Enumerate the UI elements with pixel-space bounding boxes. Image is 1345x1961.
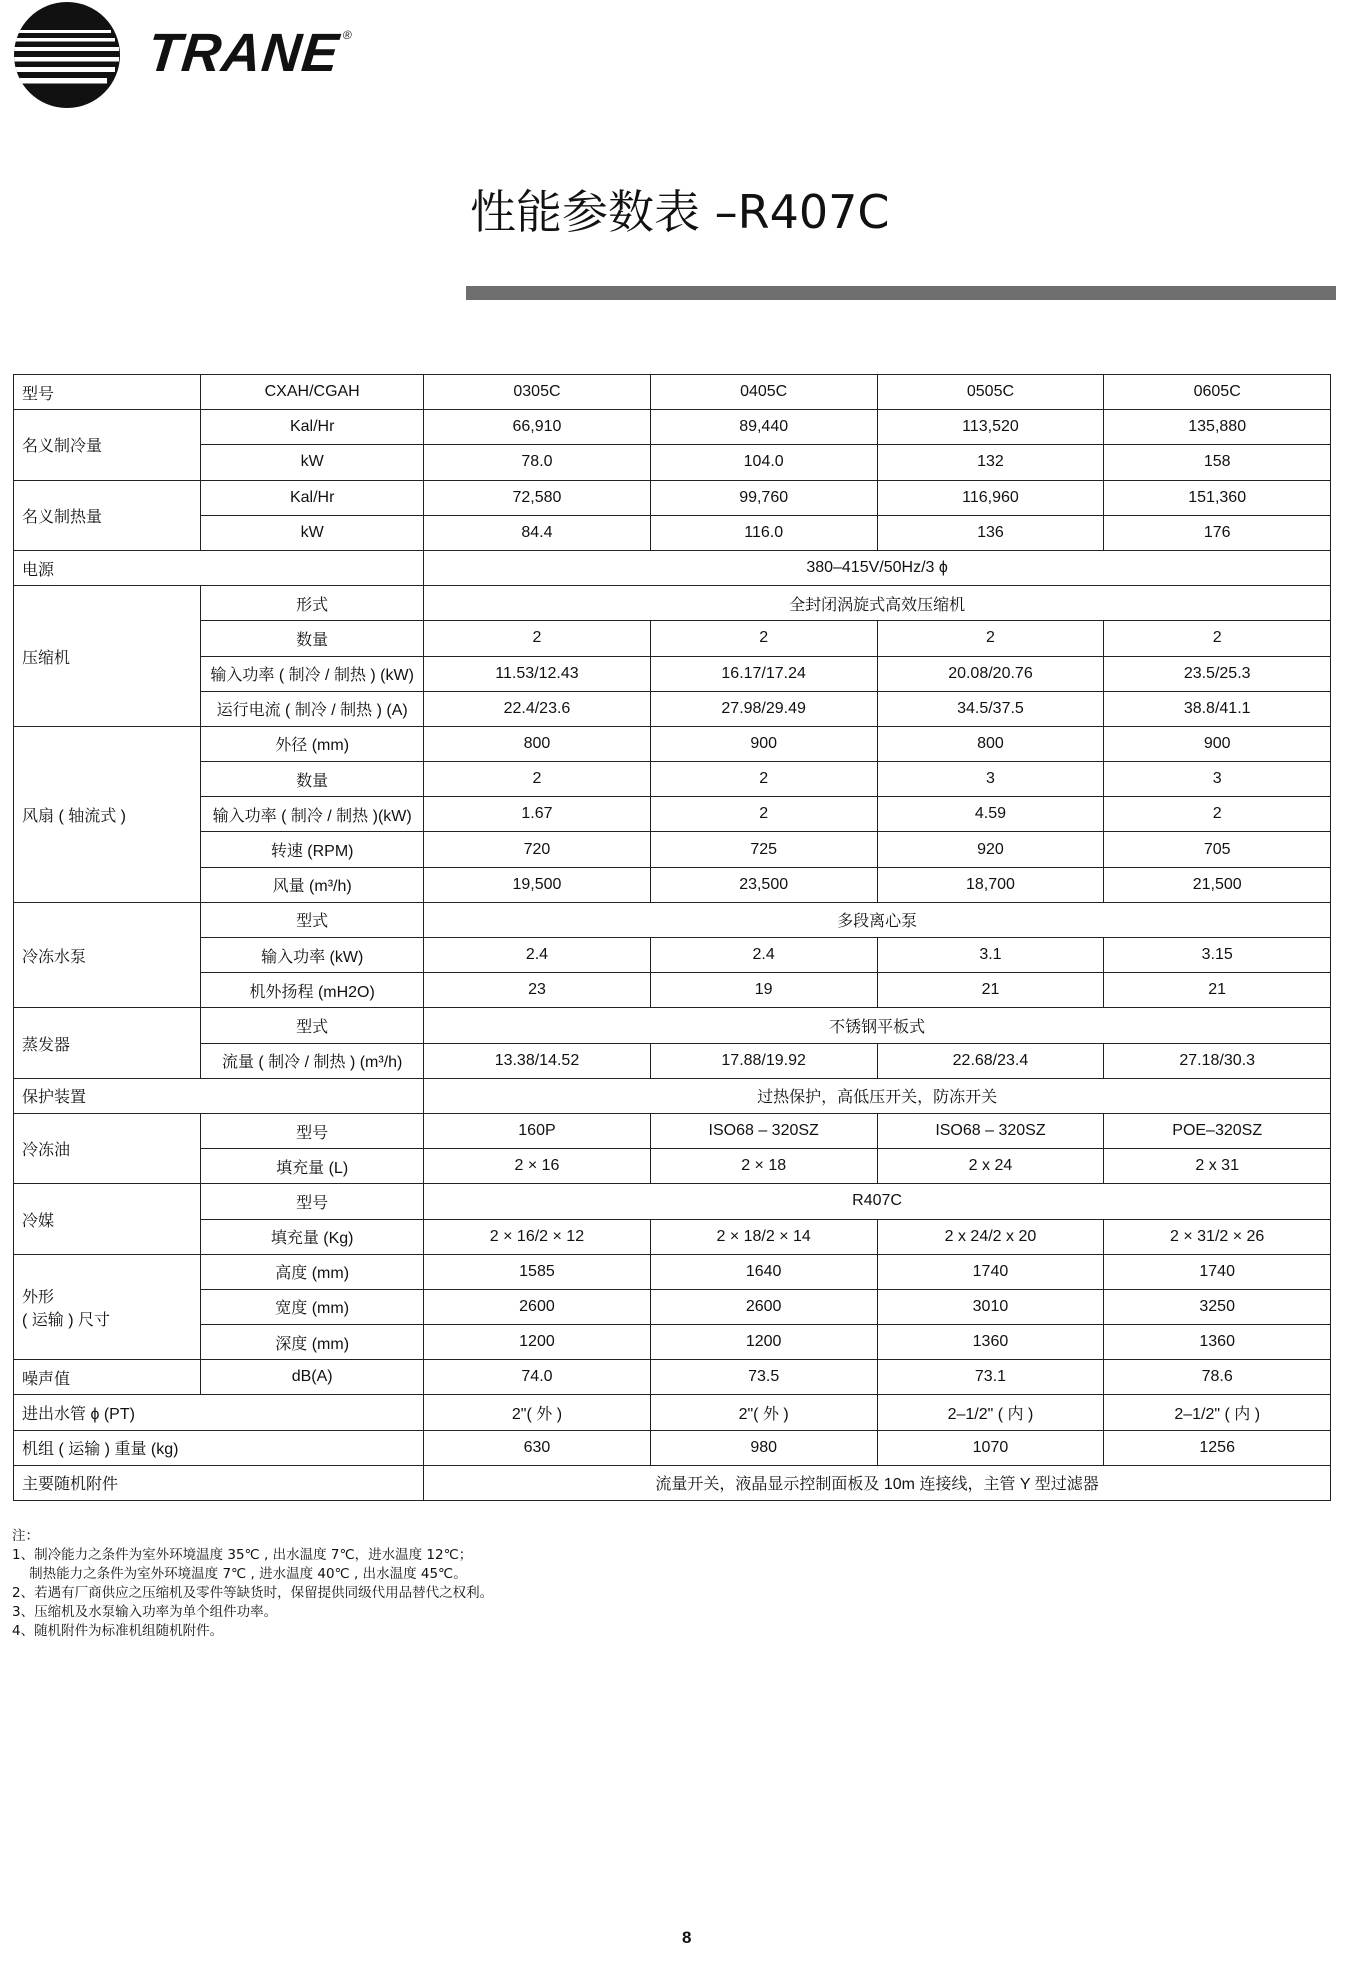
note-line: 制热能力之条件为室外环境温度 7℃ , 进水温度 40℃ , 出水温度 45℃。 — [12, 1566, 467, 1582]
row-label-line: 外形 — [22, 1288, 55, 1306]
cell: 2 x 24/2 x 20 — [877, 1219, 1104, 1254]
cell: 2 — [1104, 621, 1331, 656]
row-label: 电源 — [14, 550, 424, 585]
cell: 113,520 — [877, 410, 1104, 445]
cell: 1256 — [1104, 1430, 1331, 1465]
cell: 4.59 — [877, 797, 1104, 832]
table-row — [14, 656, 1331, 691]
cell: 160P — [424, 1113, 651, 1148]
note-line: 2、若遇有厂商供应之压缩机及零件等缺货时，保留提供同级代用品替代之权利。 — [12, 1585, 494, 1601]
table-row — [14, 867, 1331, 902]
table-row — [14, 1254, 1331, 1289]
sub-label: 高度 (mm) — [201, 1254, 424, 1289]
note-line: 4、随机附件为标准机组随机附件。 — [12, 1623, 224, 1639]
cell: 84.4 — [424, 515, 651, 550]
row-label: 噪声值 — [14, 1360, 201, 1395]
cell: 99,760 — [650, 480, 877, 515]
cell: ISO68 – 320SZ — [650, 1113, 877, 1148]
performance-spec-table — [13, 374, 1331, 1501]
cell: 2 — [650, 797, 877, 832]
cell: 1200 — [650, 1325, 877, 1360]
cell: POE–320SZ — [1104, 1113, 1331, 1148]
title-underline-bar — [466, 286, 1336, 300]
table-row — [14, 480, 1331, 515]
sub-label: 填充量 (L) — [201, 1149, 424, 1184]
cell: 2"( 外 ) — [424, 1395, 651, 1430]
cell: 2 — [424, 762, 651, 797]
model-header: 0405C — [650, 375, 877, 410]
cell: 2.4 — [424, 938, 651, 973]
row-label: 冷冻水泵 — [14, 902, 201, 1008]
cell: 3 — [877, 762, 1104, 797]
row-label: 蒸发器 — [14, 1008, 201, 1078]
cell: 23.5/25.3 — [1104, 656, 1331, 691]
cell-merged: 流量开关，液晶显示控制面板及 10m 连接线，主管 Y 型过滤器 — [424, 1465, 1331, 1500]
cell-merged: 380–415V/50Hz/3 ϕ — [424, 550, 1331, 585]
table-row — [14, 1360, 1331, 1395]
cell: 900 — [1104, 726, 1331, 761]
cell: 73.5 — [650, 1360, 877, 1395]
cell: 3250 — [1104, 1289, 1331, 1324]
row-label: 机组 ( 运输 ) 重量 (kg) — [14, 1430, 424, 1465]
cell-merged: 过热保护，高低压开关，防冻开关 — [424, 1078, 1331, 1113]
row-label: 名义制热量 — [14, 480, 201, 550]
table-row — [14, 586, 1331, 621]
page-number: 8 — [682, 1928, 692, 1947]
cell: 116,960 — [877, 480, 1104, 515]
brand-wordmark: TRANE® — [144, 23, 354, 83]
cell: 17.88/19.92 — [650, 1043, 877, 1078]
sub-label: 型式 — [201, 1008, 424, 1043]
sub-label: 宽度 (mm) — [201, 1289, 424, 1324]
table-row — [14, 1113, 1331, 1148]
cell: 158 — [1104, 445, 1331, 480]
row-label: 保护装置 — [14, 1078, 424, 1113]
row-label: 型号 — [14, 375, 201, 410]
table-row — [14, 938, 1331, 973]
cell: 116.0 — [650, 515, 877, 550]
table-row — [14, 515, 1331, 550]
row-label: 冷冻油 — [14, 1113, 201, 1183]
cell: 18,700 — [877, 867, 1104, 902]
cell: 19,500 — [424, 867, 651, 902]
cell: 2 x 24 — [877, 1149, 1104, 1184]
cell: 151,360 — [1104, 480, 1331, 515]
cell: 720 — [424, 832, 651, 867]
cell: 135,880 — [1104, 410, 1331, 445]
cell: 800 — [877, 726, 1104, 761]
model-header: 0605C — [1104, 375, 1331, 410]
cell: 34.5/37.5 — [877, 691, 1104, 726]
sub-label: 数量 — [201, 621, 424, 656]
cell: 2"( 外 ) — [650, 1395, 877, 1430]
page-title: 性能参数表 –R407C — [470, 185, 890, 239]
cell: 78.6 — [1104, 1360, 1331, 1395]
cell: 1360 — [877, 1325, 1104, 1360]
table-row — [14, 1149, 1331, 1184]
row-label: 风扇 ( 轴流式 ) — [14, 726, 201, 902]
cell: 980 — [650, 1430, 877, 1465]
cell: 78.0 — [424, 445, 651, 480]
cell: 2 — [650, 621, 877, 656]
table-row — [14, 1008, 1331, 1043]
cell: 2 — [650, 762, 877, 797]
table-row — [14, 550, 1331, 585]
table-row — [14, 375, 1331, 410]
cell-merged: 全封闭涡旋式高效压缩机 — [424, 586, 1331, 621]
row-label: 压缩机 — [14, 586, 201, 727]
cell: 2600 — [424, 1289, 651, 1324]
sub-label: Kal/Hr — [201, 410, 424, 445]
row-label: 冷媒 — [14, 1184, 201, 1254]
table-row — [14, 797, 1331, 832]
cell: 920 — [877, 832, 1104, 867]
sub-label: 转速 (RPM) — [201, 832, 424, 867]
cell: 1740 — [1104, 1254, 1331, 1289]
table-row — [14, 762, 1331, 797]
cell: 1.67 — [424, 797, 651, 832]
sub-label: kW — [201, 445, 424, 480]
cell: 21 — [1104, 973, 1331, 1008]
sub-label: 形式 — [201, 586, 424, 621]
cell-merged: 不锈钢平板式 — [424, 1008, 1331, 1043]
cell: 800 — [424, 726, 651, 761]
table-row — [14, 445, 1331, 480]
sub-label: 输入功率 (kW) — [201, 938, 424, 973]
cell: 1200 — [424, 1325, 651, 1360]
sub-label: 型号 — [201, 1113, 424, 1148]
cell: 16.17/17.24 — [650, 656, 877, 691]
cell: 132 — [877, 445, 1104, 480]
trane-globe-logo-icon — [12, 0, 122, 110]
table-row — [14, 1430, 1331, 1465]
cell: 2 × 16/2 × 12 — [424, 1219, 651, 1254]
table-row — [14, 1043, 1331, 1078]
row-label: 主要随机附件 — [14, 1465, 424, 1500]
cell: 725 — [650, 832, 877, 867]
cell: 2 x 31 — [1104, 1149, 1331, 1184]
row-label: 进出水管 ϕ (PT) — [14, 1395, 424, 1430]
cell: 11.53/12.43 — [424, 656, 651, 691]
trademark-symbol: ® — [342, 28, 354, 42]
cell: 66,910 — [424, 410, 651, 445]
table-row — [14, 832, 1331, 867]
cell: 22.4/23.6 — [424, 691, 651, 726]
table-row — [14, 621, 1331, 656]
cell: 2 × 16 — [424, 1149, 651, 1184]
cell: 2.4 — [650, 938, 877, 973]
footnotes — [12, 1527, 493, 1641]
cell: 19 — [650, 973, 877, 1008]
cell: 2–1/2" ( 内 ) — [1104, 1395, 1331, 1430]
cell: 13.38/14.52 — [424, 1043, 651, 1078]
table-row — [14, 1465, 1331, 1500]
table-row — [14, 691, 1331, 726]
cell: 22.68/23.4 — [877, 1043, 1104, 1078]
cell: 2 × 31/2 × 26 — [1104, 1219, 1331, 1254]
sub-label: 机外扬程 (mH2O) — [201, 973, 424, 1008]
cell: 72,580 — [424, 480, 651, 515]
sub-label: 深度 (mm) — [201, 1325, 424, 1360]
cell: 23,500 — [650, 867, 877, 902]
sub-label: CXAH/CGAH — [201, 375, 424, 410]
row-label — [14, 1254, 201, 1360]
cell: 21 — [877, 973, 1104, 1008]
note-line: 1、制冷能力之条件为室外环境温度 35℃ , 出水温度 7℃，进水温度 12℃； — [12, 1547, 473, 1563]
sub-label: 型号 — [201, 1184, 424, 1219]
cell: 900 — [650, 726, 877, 761]
sub-label: kW — [201, 515, 424, 550]
table-row — [14, 1289, 1331, 1324]
cell-merged: R407C — [424, 1184, 1331, 1219]
notes-heading: 注： — [12, 1528, 39, 1544]
sub-label: 外径 (mm) — [201, 726, 424, 761]
table-row — [14, 1078, 1331, 1113]
table-row — [14, 1395, 1331, 1430]
model-header: 0305C — [424, 375, 651, 410]
cell: 1640 — [650, 1254, 877, 1289]
cell: 705 — [1104, 832, 1331, 867]
cell: 2 — [424, 621, 651, 656]
cell: 104.0 — [650, 445, 877, 480]
cell: 74.0 — [424, 1360, 651, 1395]
cell: 3 — [1104, 762, 1331, 797]
sub-label: Kal/Hr — [201, 480, 424, 515]
cell: 2600 — [650, 1289, 877, 1324]
cell: 23 — [424, 973, 651, 1008]
cell: 73.1 — [877, 1360, 1104, 1395]
cell: 27.98/29.49 — [650, 691, 877, 726]
sub-label: 运行电流 ( 制冷 / 制热 ) (A) — [201, 691, 424, 726]
cell: 2 × 18/2 × 14 — [650, 1219, 877, 1254]
table-row — [14, 902, 1331, 937]
sub-label: 填充量 (Kg) — [201, 1219, 424, 1254]
sub-label: 流量 ( 制冷 / 制热 ) (m³/h) — [201, 1043, 424, 1078]
cell: 2–1/2" ( 内 ) — [877, 1395, 1104, 1430]
cell: 1740 — [877, 1254, 1104, 1289]
cell: 38.8/41.1 — [1104, 691, 1331, 726]
cell: 630 — [424, 1430, 651, 1465]
cell: 2 — [1104, 797, 1331, 832]
cell: 1360 — [1104, 1325, 1331, 1360]
sub-label: 数量 — [201, 762, 424, 797]
cell: 1070 — [877, 1430, 1104, 1465]
cell: 3.1 — [877, 938, 1104, 973]
cell: 176 — [1104, 515, 1331, 550]
cell: ISO68 – 320SZ — [877, 1113, 1104, 1148]
table-row — [14, 410, 1331, 445]
sub-label: 风量 (m³/h) — [201, 867, 424, 902]
cell: 2 × 18 — [650, 1149, 877, 1184]
sub-label: 输入功率 ( 制冷 / 制热 ) (kW) — [201, 656, 424, 691]
cell: 21,500 — [1104, 867, 1331, 902]
cell: 136 — [877, 515, 1104, 550]
cell: 89,440 — [650, 410, 877, 445]
row-label: 名义制冷量 — [14, 410, 201, 480]
cell: 20.08/20.76 — [877, 656, 1104, 691]
table-row — [14, 1219, 1331, 1254]
cell: 2 — [877, 621, 1104, 656]
cell: 1585 — [424, 1254, 651, 1289]
cell: 27.18/30.3 — [1104, 1043, 1331, 1078]
sub-label: dB(A) — [201, 1360, 424, 1395]
table-row — [14, 726, 1331, 761]
cell: 3.15 — [1104, 938, 1331, 973]
cell-merged: 多段离心泵 — [424, 902, 1331, 937]
row-label-line: ( 运输 ) 尺寸 — [22, 1311, 110, 1329]
sub-label: 型式 — [201, 902, 424, 937]
cell: 3010 — [877, 1289, 1104, 1324]
table-row — [14, 1184, 1331, 1219]
sub-label: 输入功率 ( 制冷 / 制热 )(kW) — [201, 797, 424, 832]
note-line: 3、压缩机及水泵输入功率为单个组件功率。 — [12, 1604, 278, 1620]
model-header: 0505C — [877, 375, 1104, 410]
table-row — [14, 973, 1331, 1008]
table-row — [14, 1325, 1331, 1360]
